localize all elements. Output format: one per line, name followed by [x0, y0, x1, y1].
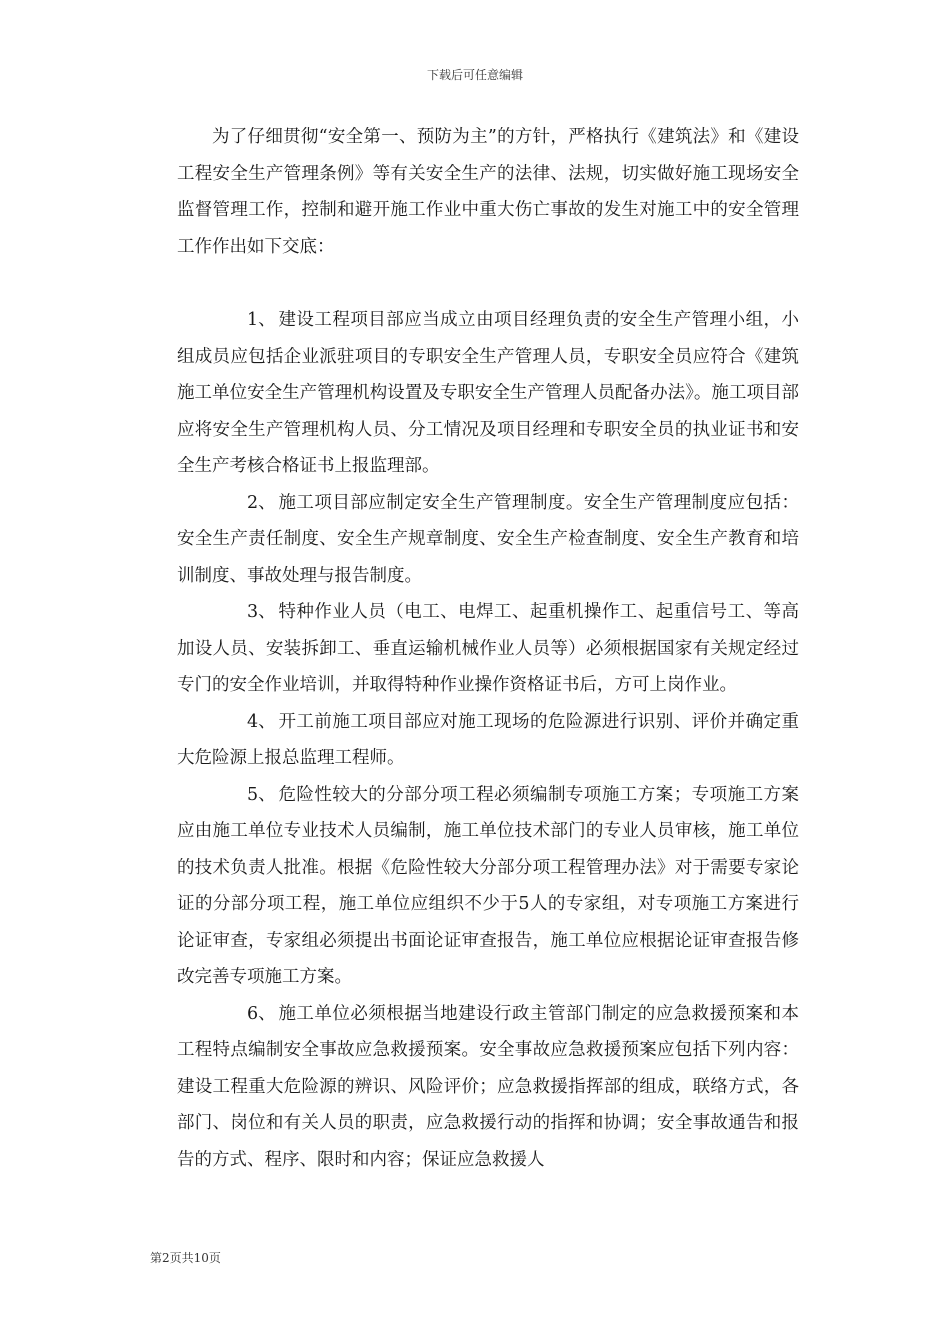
list-item	[177, 996, 799, 1179]
list-item	[177, 704, 799, 777]
list-item	[177, 302, 799, 485]
item-text: 开工前施工项目部应对施工现场的危险源进行识别、评价并确定重大危险源上报总监理工程师。	[177, 711, 799, 768]
item-text: 特种作业人员（电工、电焊工、起重机操作工、起重信号工、等高加设人员、安装拆卸工、垂直运输机械作业人员等）必须根据国家有关规定经过专门的安全作业培训，并取得特种作业操作资格证书后，方可上岗作业。	[177, 602, 799, 695]
intro-paragraph: 为了仔细贯彻“安全第一、预防为主”的方针，严格执行《建筑法》和《建设工程安全生产管理条例》等有关安全生产的法律、法规，切实做好施工现场安全监督管理工作，控制和避开施工作业中重大伤亡事故的发生对施工中的安全管理工作作出如下交底：	[177, 127, 799, 257]
list-item	[177, 594, 799, 704]
item-text: 施工项目部应制定安全生产管理制度。安全生产管理制度应包括：安全生产责任制度、安全生产规章制度、安全生产检查制度、安全生产教育和培训制度、事故处理与报告制度。	[177, 492, 799, 586]
item-text: 施工单位必须根据当地建设行政主管部门制定的应急救援预案和本工程特点编制安全事故应急救援预案。安全事故应急救援预案应包括下列内容：建设工程重大危险源的辨识、风险评价；应急救援指挥部的组成，联络方式，各部门、岗位和有关人员的职责，应急救援行动的指挥和协调；安全事故通告和报告的方式、程序、限时和内容；保证应急救援人	[177, 1003, 799, 1170]
document-body	[177, 119, 799, 1178]
list-item	[177, 777, 799, 996]
item-number: 5、	[247, 784, 276, 805]
list-item	[177, 485, 799, 595]
item-number: 4、	[247, 711, 276, 732]
item-number: 1、	[247, 310, 276, 330]
item-text: 建设工程项目部应当成立由项目经理负责的安全生产管理小组，小组成员应包括企业派驻项目的专职安全生产管理人员，专职安全员应符合《建筑施工单位安全生产管理机构设置及专职安全生产管理人员配备办法》。施工项目部应将安全生产管理机构人员、分工情况及项目经理和专职安全员的执业证书和安全生产考核合格证书上报监理部。	[177, 310, 799, 476]
item-text: 危险性较大的分部分项工程必须编制专项施工方案；专项施工方案应由施工单位专业技术人员编制，施工单位技术部门的专业人员审核，施工单位的技术负责人批准。根据《危险性较大分部分项工程管理办法》对于需要专家论证的分部分项工程，施工单位应组织不少于5人的专家组，对专项施工方案进行论证审查，专家组必须提出书面论证审查报告，施工单位应根据论证审查报告修改完善专项施工方案。	[177, 784, 799, 987]
page-footer: 第2页共10页	[150, 1251, 221, 1265]
item-number: 3、	[247, 602, 276, 622]
page-header: 下载后可任意编辑	[426, 68, 523, 82]
item-number: 6、	[247, 1003, 276, 1024]
item-number: 2、	[247, 492, 276, 513]
